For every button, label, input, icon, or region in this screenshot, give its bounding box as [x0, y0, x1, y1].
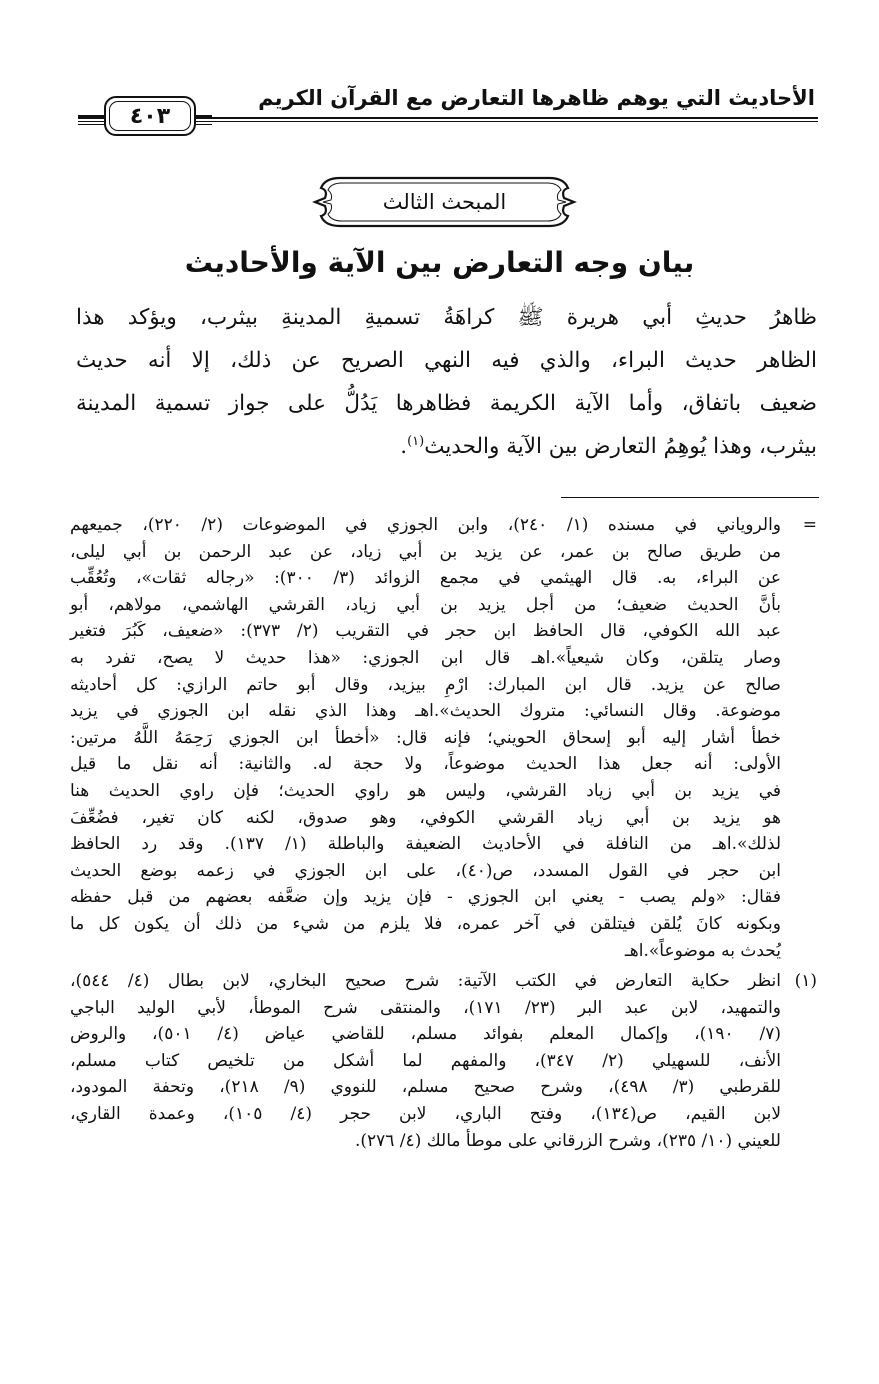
running-title: الأحاديث التي يوهم ظاهرها التعارض مع القرآن الكريم — [258, 86, 815, 110]
footnote-line: والتمهيد، لابن عبد البر (٢٣/ ١٧١)، والمنتقى شرح الموطأ، لأبي الوليد الباجي — [70, 997, 781, 1018]
page-number-rule-left — [78, 115, 104, 125]
footnote-line: بأنَّ الحديث ضعيف؛ من أجل يزيد بن أبي زياد، القرشي الهاشمي، مولاهم، أبو — [70, 594, 781, 615]
footnote-1 — [70, 968, 821, 1154]
footnote-reference: (١) — [407, 433, 425, 449]
footnote-separator — [561, 497, 819, 498]
footnote-line: في يزيد بن أبي زياد القرشي، وليس هو راوي الحديث؛ فإن راوي الحديث هنا — [70, 780, 781, 801]
footnote-continued — [70, 512, 821, 964]
footnote-line: الأنف، للسهيلي (٢/ ٣٤٧)، والمفهم لما أشكل من تلخيص كتاب مسلم، — [70, 1050, 781, 1071]
section-label: المبحث الثالث — [382, 190, 507, 214]
footnote-line: الأولى: أنه جعل هذا الحديث موضوعاً، ولا حجة له. والثانية: أنه نقل ما قيل — [70, 754, 781, 775]
footnote-line: خطأ أشار إليه أبو إسحاق الحويني؛ فإنه قال: «أخطأ ابن الجوزي رَحِمَهُ اللَّهُ مرتين: — [70, 727, 781, 748]
body-line: ضعيف باتفاق، وأما الآية الكريمة فظاهرها يَدُلُّ على جواز تسمية المدينة — [76, 391, 817, 416]
page-number: ٤٠٣ — [104, 96, 196, 136]
page-number-rule-right — [196, 115, 212, 125]
footnote-line: لابن القيم، ص(١٣٤)، وفتح الباري، لابن حجر (٤/ ١٠٥)، وعمدة القاري، — [70, 1104, 782, 1125]
footnote-line: عن البراء، به. قال الهيثمي في مجمع الزوائد (٣/ ٣٠٠): «رجاله ثقات»، وتُعُقِّب — [70, 568, 781, 589]
body-line-last — [76, 425, 817, 468]
body-paragraph — [76, 296, 817, 468]
footnote-line: وبكونه كانَ يُلقن فيتلقن في آخر عمره، فلا يلزم من شيء من ذلك أن يكون كل ما — [70, 913, 781, 934]
footnote-line: (٧/ ١٩٠)، وإكمال المعلم بفوائد مسلم، للقاضي عياض (٤/ ٥٠١)، والروض — [70, 1024, 781, 1045]
footnote-line: موضوعة. وقال النسائي: متروك الحديث».اهـ وهذا الذي نقله ابن الجوزي في يزيد — [70, 701, 781, 722]
footnote-line: ابن حجر في القول المسدد، ص(٤٠)، على ابن الجوزي في زعمه بوضع الحديث — [70, 860, 781, 881]
footnote-line: للقرطبي (٣/ ٤٩٨)، وشرح صحيح مسلم، للنووي (٩/ ٢١٨)، وتحفة المودود، — [70, 1077, 781, 1098]
footnote-line: لذلك».اهـ من النافلة في الأحاديث الضعيفة والباطلة (١/ ١٣٧). وقد رد الحافظ — [70, 834, 782, 855]
body-line-text: بيثرب، وهذا يُوهِمُ التعارض بين الآية والحديث — [424, 434, 817, 459]
footnote-1-marker: (١) — [794, 971, 817, 992]
footnote-line: عبد الله الكوفي، قال الحافظ ابن حجر في التقريب (٢/ ٣٧٣): «ضعيف، كَبُرَ فتغير — [70, 621, 781, 642]
footnote-line: للعيني (١٠/ ٢٣٥)، وشرح الزرقاني على موطأ مالك (٤/ ٢٧٦). — [354, 1130, 781, 1151]
footnote-line: يُحدث به موضوعاً».اهـ — [624, 940, 781, 961]
section-title-frame — [312, 172, 577, 232]
body-line-end: . — [400, 434, 408, 459]
footnote-continuation-marker: = — [802, 515, 817, 535]
footnote-line: فقال: «ولم يصب - يعني ابن الجوزي - فإن يزيد وإن ضعَّفه بعضهم من قبل حفظه — [70, 887, 781, 908]
body-line: ظاهرُ حديثِ أبي هريرة ﷺ كراهَةُ تسميةِ المدينةِ بيثرب، ويؤكد هذا — [76, 305, 817, 330]
main-heading: بيان وجه التعارض بين الآية والأحاديث — [184, 246, 695, 279]
body-line: الظاهر حديث البراء، والذي فيه النهي الصريح عن ذلك، إلا أنه حديث — [76, 348, 817, 373]
footnote-line: من طريق صالح بن عمر، عن يزيد بن أبي زياد، عن عبد الرحمن بن أبي ليلى، — [70, 541, 781, 562]
footnote-line: انظر حكاية التعارض في الكتب الآتية: شرح صحيح البخاري، لابن بطال (٤/ ٥٤٤)، — [70, 971, 781, 992]
footnote-line: والروياني في مسنده (١/ ٢٤٠)، وابن الجوزي في الموضوعات (٢/ ٢٢٠)، جميعهم — [70, 515, 782, 535]
page-number-frame — [104, 96, 196, 136]
footnote-line: وصار يتلقن، وكان شيعياً».اهـ قال ابن الجوزي: «هذا حديث لا يصح، تفرد به — [70, 647, 781, 668]
footnote-line: هو يزيد بن أبي زياد القرشي الكوفي، وهو صدوق، لكنه كان تغير، فضُعِّفَ — [70, 807, 781, 828]
footnote-line: صالح عن يزيد. قال ابن المبارك: ارْمِ بيزيد، وقال أبو حاتم الرازي: كل أحاديثه — [70, 674, 781, 695]
footnotes — [70, 512, 821, 1154]
